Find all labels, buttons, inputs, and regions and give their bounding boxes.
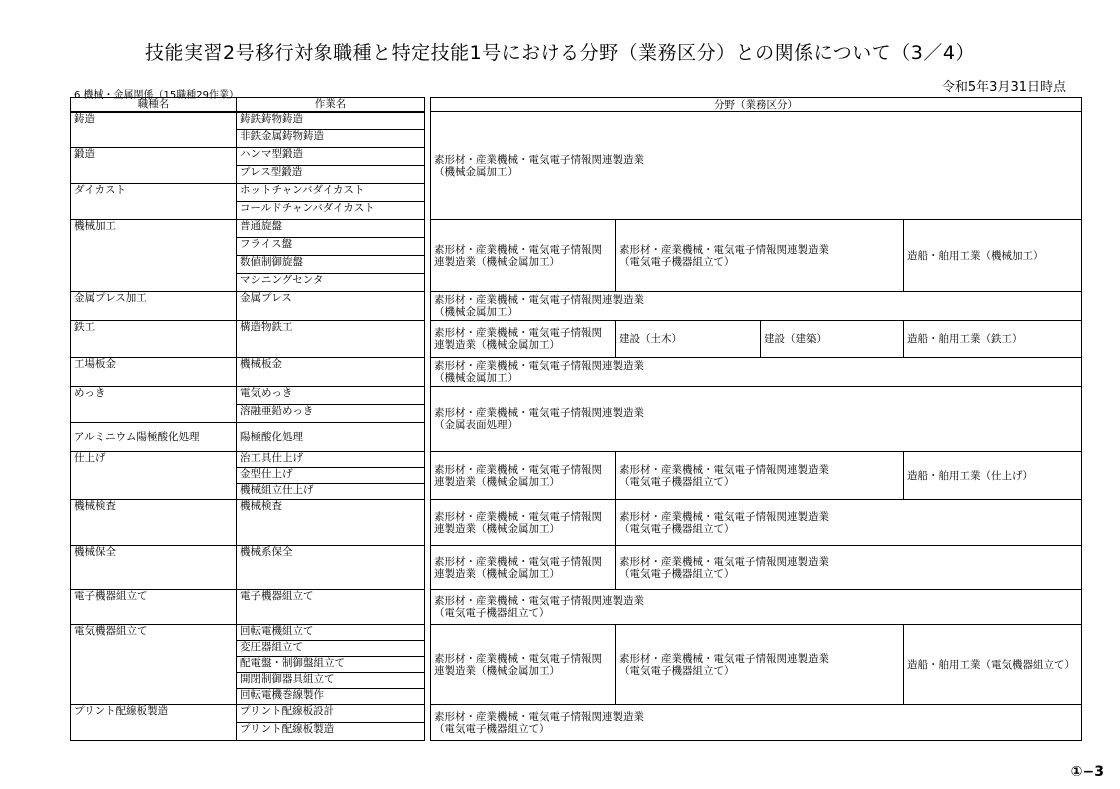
field-cell: 素形材・産業機械・電気電子情報関連製造業 （電気電子機器組立て） <box>616 546 1082 590</box>
field-cell: 素形材・産業機械・電気電子情報関連製造業 （電気電子機器組立て） <box>616 452 904 500</box>
work-cell: 鋳鉄鋳物鋳造 <box>237 112 425 130</box>
work-cell: 回転電機巻線製作 <box>237 689 425 705</box>
field-cell: 素形材・産業機械・電気電子情報関連製造業 （金属表面処理） <box>431 387 1082 452</box>
header-occupation: 職種名 <box>71 98 237 112</box>
occupation-cell: 鋳造 <box>71 112 237 148</box>
table-row <box>71 546 1082 590</box>
field-cell: 素形材・産業機械・電気電子情報関連製造業（機械金属加工） <box>431 500 616 546</box>
work-cell: 電子機器組立て <box>237 590 425 625</box>
work-cell: 機械系保全 <box>237 546 425 590</box>
field-cell: 造船・舶用工業（鉄工） <box>904 321 1082 358</box>
field-cell: 素形材・産業機械・電気電子情報関連製造業（機械金属加工） <box>431 220 616 292</box>
work-cell: プレス型鍛造 <box>237 166 425 184</box>
work-cell: 配電盤・制御盤組立て <box>237 657 425 673</box>
work-cell: コールドチャンバダイカスト <box>237 202 425 220</box>
occupation-cell: 機械保全 <box>71 546 237 590</box>
page-title: 技能実習2号移行対象職種と特定技能1号における分野（業務区分）との関係について（3／4） <box>145 42 975 64</box>
work-cell: 変圧器組立て <box>237 641 425 657</box>
occupation-cell: 工場板金 <box>71 358 237 387</box>
field-cell: 造船・舶用工業（電気機器組立て） <box>904 625 1082 705</box>
work-cell: 回転電機組立て <box>237 625 425 641</box>
table-row <box>71 625 1082 641</box>
field-cell: 素形材・産業機械・電気電子情報関連製造業（機械金属加工） <box>431 321 616 358</box>
work-cell: 機械組立仕上げ <box>237 484 425 500</box>
page-number: ①−3 <box>1070 764 1104 780</box>
field-cell: 素形材・産業機械・電気電子情報関連製造業（機械金属加工） <box>431 625 616 705</box>
occupation-cell: 鍛造 <box>71 148 237 184</box>
field-cell: 素形材・産業機械・電気電子情報関連製造業 （電気電子機器組立て） <box>616 625 904 705</box>
work-cell: 金型仕上げ <box>237 468 425 484</box>
occupation-cell: プリント配線板製造 <box>71 705 237 741</box>
work-cell: 機械検査 <box>237 500 425 546</box>
table-row <box>71 705 1082 723</box>
occupation-cell: 仕上げ <box>71 452 237 500</box>
occupation-cell: 機械検査 <box>71 500 237 546</box>
table-row <box>71 112 1082 130</box>
work-cell: 電気めっき <box>237 387 425 405</box>
field-cell: 素形材・産業機械・電気電子情報関連製造業 （電気電子機器組立て） <box>431 705 1082 741</box>
field-cell: 素形材・産業機械・電気電子情報関連製造業 （電気電子機器組立て） <box>431 590 1082 625</box>
field-cell: 素形材・産業機械・電気電子情報関連製造業（機械金属加工） <box>431 546 616 590</box>
work-cell: 陽極酸化処理 <box>237 423 425 452</box>
work-cell: フライス盤 <box>237 238 425 256</box>
field-cell: 建設（土木） <box>616 321 761 358</box>
work-cell: 開閉制御器具組立て <box>237 673 425 689</box>
table-row <box>71 220 1082 238</box>
field-cell: 素形材・産業機械・電気電子情報関連製造業（機械金属加工） <box>431 452 616 500</box>
work-cell: プリント配線板設計 <box>237 705 425 723</box>
field-cell: 素形材・産業機械・電気電子情報関連製造業 （機械金属加工） <box>431 358 1082 387</box>
header-row <box>71 98 1082 112</box>
field-cell: 建設（建築） <box>761 321 904 358</box>
work-cell: 溶融亜鉛めっき <box>237 405 425 423</box>
field-cell: 素形材・産業機械・電気電子情報関連製造業 （機械金属加工） <box>431 292 1082 321</box>
field-cell: 素形材・産業機械・電気電子情報関連製造業 （機械金属加工） <box>431 112 1082 220</box>
work-cell: マシニングセンタ <box>237 274 425 292</box>
occupation-cell: 機械加工 <box>71 220 237 292</box>
work-cell: 構造物鉄工 <box>237 321 425 358</box>
work-cell: 治工具仕上げ <box>237 452 425 468</box>
field-cell: 素形材・産業機械・電気電子情報関連製造業 （電気電子機器組立て） <box>616 500 1082 546</box>
occupation-cell: ダイカスト <box>71 184 237 220</box>
table-row <box>71 292 1082 321</box>
work-cell: 数値制御旋盤 <box>237 256 425 274</box>
occupation-cell: 電子機器組立て <box>71 590 237 625</box>
occupation-cell: めっき <box>71 387 237 423</box>
work-cell: 金属プレス <box>237 292 425 321</box>
table-row <box>71 452 1082 468</box>
occupation-cell: 鉄工 <box>71 321 237 358</box>
table-row <box>71 500 1082 546</box>
table-row <box>71 387 1082 405</box>
occupation-field-table <box>70 97 1082 741</box>
occupation-cell: 金属プレス加工 <box>71 292 237 321</box>
work-cell: ハンマ型鍛造 <box>237 148 425 166</box>
occupation-cell: 電気機器組立て <box>71 625 237 705</box>
table-row <box>71 321 1082 358</box>
section-label: 6 機械・金属関係（15職種29作業） <box>74 90 239 101</box>
as-of-date: 令和5年3月31日時点 <box>941 80 1066 95</box>
field-cell: 素形材・産業機械・電気電子情報関連製造業 （電気電子機器組立て） <box>616 220 904 292</box>
work-cell: プリント配線板製造 <box>237 723 425 741</box>
work-cell: ホットチャンバダイカスト <box>237 184 425 202</box>
header-field: 分野（業務区分） <box>431 98 1082 112</box>
table-row <box>71 358 1082 387</box>
work-cell: 非鉄金属鋳物鋳造 <box>237 130 425 148</box>
field-cell: 造船・舶用工業（機械加工） <box>904 220 1082 292</box>
field-cell: 造船・舶用工業（仕上げ） <box>904 452 1082 500</box>
occupation-cell: アルミニウム陽極酸化処理 <box>71 423 237 452</box>
work-cell: 普通旋盤 <box>237 220 425 238</box>
work-cell: 機械板金 <box>237 358 425 387</box>
header-work: 作業名 <box>237 98 425 112</box>
table-row <box>71 590 1082 625</box>
